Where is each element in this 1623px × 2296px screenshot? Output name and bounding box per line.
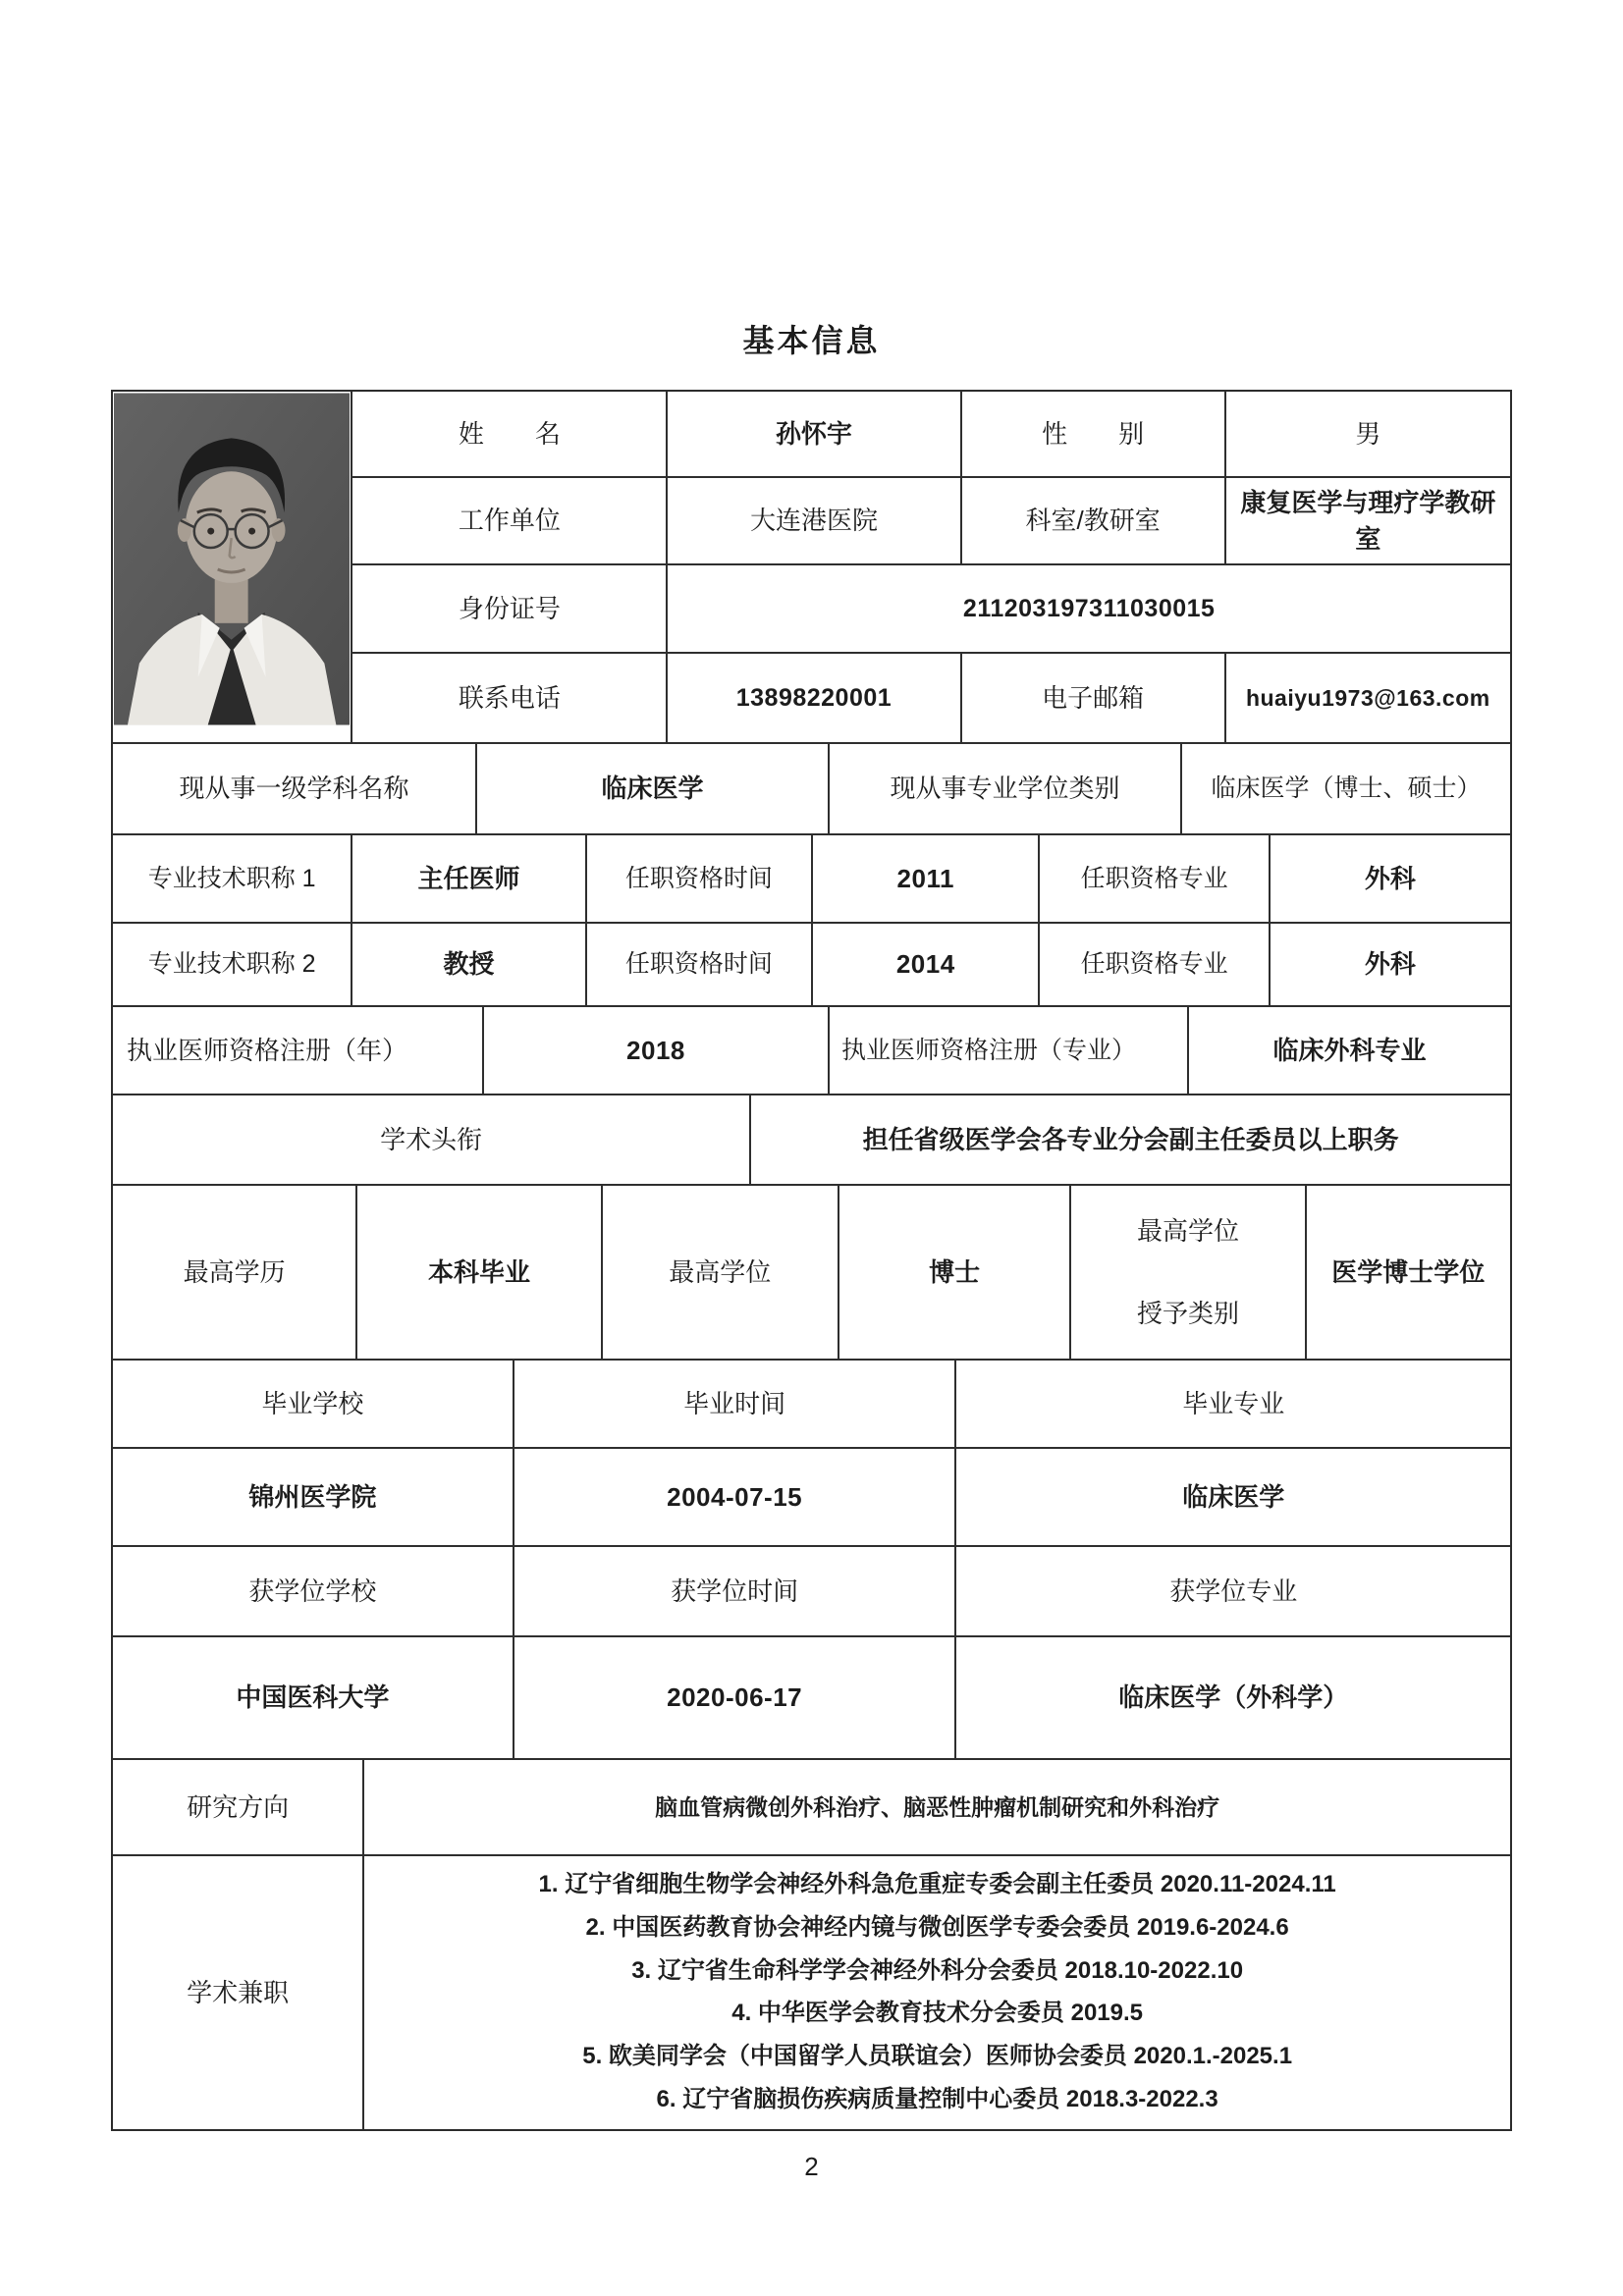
- graduation-time-label: 毕业时间: [514, 1361, 957, 1447]
- row-professional-title-1: [113, 835, 1510, 924]
- row-degree-values: [113, 1637, 1510, 1760]
- phone-label: 联系电话: [352, 654, 668, 742]
- first-level-discipline-value: 临床医学: [477, 744, 830, 833]
- email-label: 电子邮箱: [962, 654, 1226, 742]
- id-value: 211203197311030015: [962, 594, 1216, 622]
- degree-time-value: 2020-06-17: [514, 1637, 957, 1758]
- award-category-value: 医学博士学位: [1331, 1256, 1486, 1287]
- basic-info-table: [111, 390, 1512, 2131]
- academic-title-value: 担任省级医学会各专业分会副主任委员以上职务: [862, 1124, 1399, 1154]
- award-category-label-line2: 授予类别: [1136, 1298, 1239, 1328]
- graduation-school-label: 毕业学校: [113, 1361, 514, 1447]
- name-value: 孙怀宇: [668, 392, 961, 476]
- degree-major-value: 临床医学（外科学）: [1118, 1682, 1349, 1713]
- gender-label: 性 别: [962, 392, 1226, 476]
- row-phone-email: [352, 654, 1510, 742]
- department-label: 科室/教研室: [962, 478, 1226, 563]
- award-category-label: [1071, 1186, 1306, 1359]
- practice-year-label: 执业医师资格注册（年）: [113, 1007, 484, 1094]
- row-discipline: [113, 744, 1510, 835]
- row-name-gender: [352, 392, 1510, 478]
- title2-time-value: 2014: [813, 924, 1040, 1005]
- degree-school-label: 获学位学校: [113, 1547, 514, 1635]
- row-academic-positions: [113, 1856, 1510, 2129]
- title2-label: 专业技术职称 2: [113, 924, 352, 1005]
- title1-major-value: 外科: [1364, 863, 1416, 893]
- title1-major-label: 任职资格专业: [1040, 835, 1270, 922]
- top-rows: [352, 392, 1510, 742]
- position-item: 6. 辽宁省脑损伤疾病质量控制中心委员 2018.3-2022.3: [656, 2085, 1218, 2112]
- title2-major-label: 任职资格专业: [1040, 924, 1270, 1005]
- row-research-direction: [113, 1760, 1510, 1856]
- row-graduation-headers: [113, 1361, 1510, 1449]
- page-title: 基本信息: [742, 323, 881, 358]
- graduation-time-value: 2004-07-15: [514, 1449, 957, 1545]
- award-category-label-line1: 最高学位: [1136, 1215, 1239, 1246]
- position-item: 4. 中华医学会教育技术分会委员 2019.5: [731, 2000, 1144, 2027]
- portrait-photo-image: [114, 393, 350, 725]
- practice-major-value: 临床外科专业: [1272, 1035, 1427, 1065]
- row-highest-education: [113, 1186, 1510, 1361]
- position-item: 2. 中国医药教育协会神经内镜与微创医学专委会委员 2019.6-2024.6: [585, 1914, 1289, 1942]
- degree-category-value: 临床医学（博士、硕士）: [1211, 774, 1482, 802]
- gender-value: 男: [1355, 418, 1381, 449]
- highest-edu-value: 本科毕业: [357, 1186, 602, 1359]
- position-item: 5. 欧美同学会（中国留学人员联谊会）医师协会委员 2020.1.-2025.1: [582, 2043, 1293, 2070]
- title2-major-value: 外科: [1364, 949, 1416, 980]
- position-item: 1. 辽宁省细胞生物学会神经外科急危重症专委会副主任委员 2020.11-2024.11: [538, 1871, 1336, 1898]
- work-unit-value: 大连港医院: [668, 478, 961, 563]
- title1-label: 专业技术职称 1: [113, 835, 352, 922]
- phone-value: 13898220001: [668, 654, 961, 742]
- title2-time-label: 任职资格时间: [587, 924, 813, 1005]
- title1-time-label: 任职资格时间: [587, 835, 813, 922]
- id-label: 身份证号: [352, 565, 668, 652]
- row-id-number: [352, 565, 1510, 654]
- research-label: 研究方向: [113, 1760, 364, 1854]
- work-unit-label: 工作单位: [352, 478, 668, 563]
- graduation-school-value: 锦州医学院: [113, 1449, 514, 1545]
- practice-major-label: 执业医师资格注册（专业）: [830, 1007, 1189, 1094]
- row-degree-headers: [113, 1547, 1510, 1637]
- email-value: huaiyu1973@163.com: [1245, 684, 1490, 711]
- row-workunit-department: [352, 478, 1510, 565]
- row-graduation-values: [113, 1449, 1510, 1547]
- academic-title-label: 学术头衔: [113, 1095, 751, 1184]
- title1-value: 主任医师: [352, 835, 586, 922]
- page-number: 2: [804, 2152, 819, 2181]
- degree-school-value: 中国医科大学: [113, 1637, 514, 1758]
- graduation-major-label: 毕业专业: [1182, 1388, 1285, 1418]
- row-academic-title: [113, 1095, 1510, 1186]
- highest-degree-value: 博士: [839, 1186, 1071, 1359]
- title2-value: 教授: [352, 924, 586, 1005]
- department-value: 康复医学与理疗学教研室: [1240, 488, 1496, 554]
- positions-label: 学术兼职: [113, 1856, 364, 2129]
- position-item: 3. 辽宁省生命科学学会神经外科分会委员 2018.10-2022.10: [631, 1956, 1244, 1984]
- title1-time-value: 2011: [813, 835, 1040, 922]
- top-section: [113, 392, 1510, 744]
- row-practice-registration: [113, 1007, 1510, 1095]
- name-label: 姓 名: [352, 392, 668, 476]
- highest-degree-label: 最高学位: [603, 1186, 839, 1359]
- degree-major-label: 获学位专业: [1169, 1575, 1298, 1606]
- row-professional-title-2: [113, 924, 1510, 1007]
- graduation-major-value: 临床医学: [1182, 1481, 1285, 1512]
- first-level-discipline-label: 现从事一级学科名称: [113, 744, 477, 833]
- degree-category-label: 现从事专业学位类别: [830, 744, 1182, 833]
- degree-time-label: 获学位时间: [514, 1547, 957, 1635]
- practice-year-value: 2018: [484, 1007, 830, 1094]
- positions-list: [364, 1856, 1510, 2129]
- research-value: 脑血管病微创外科治疗、脑恶性肿瘤机制研究和外科治疗: [655, 1793, 1220, 1820]
- portrait-photo: [113, 392, 352, 742]
- highest-edu-label: 最高学历: [113, 1186, 357, 1359]
